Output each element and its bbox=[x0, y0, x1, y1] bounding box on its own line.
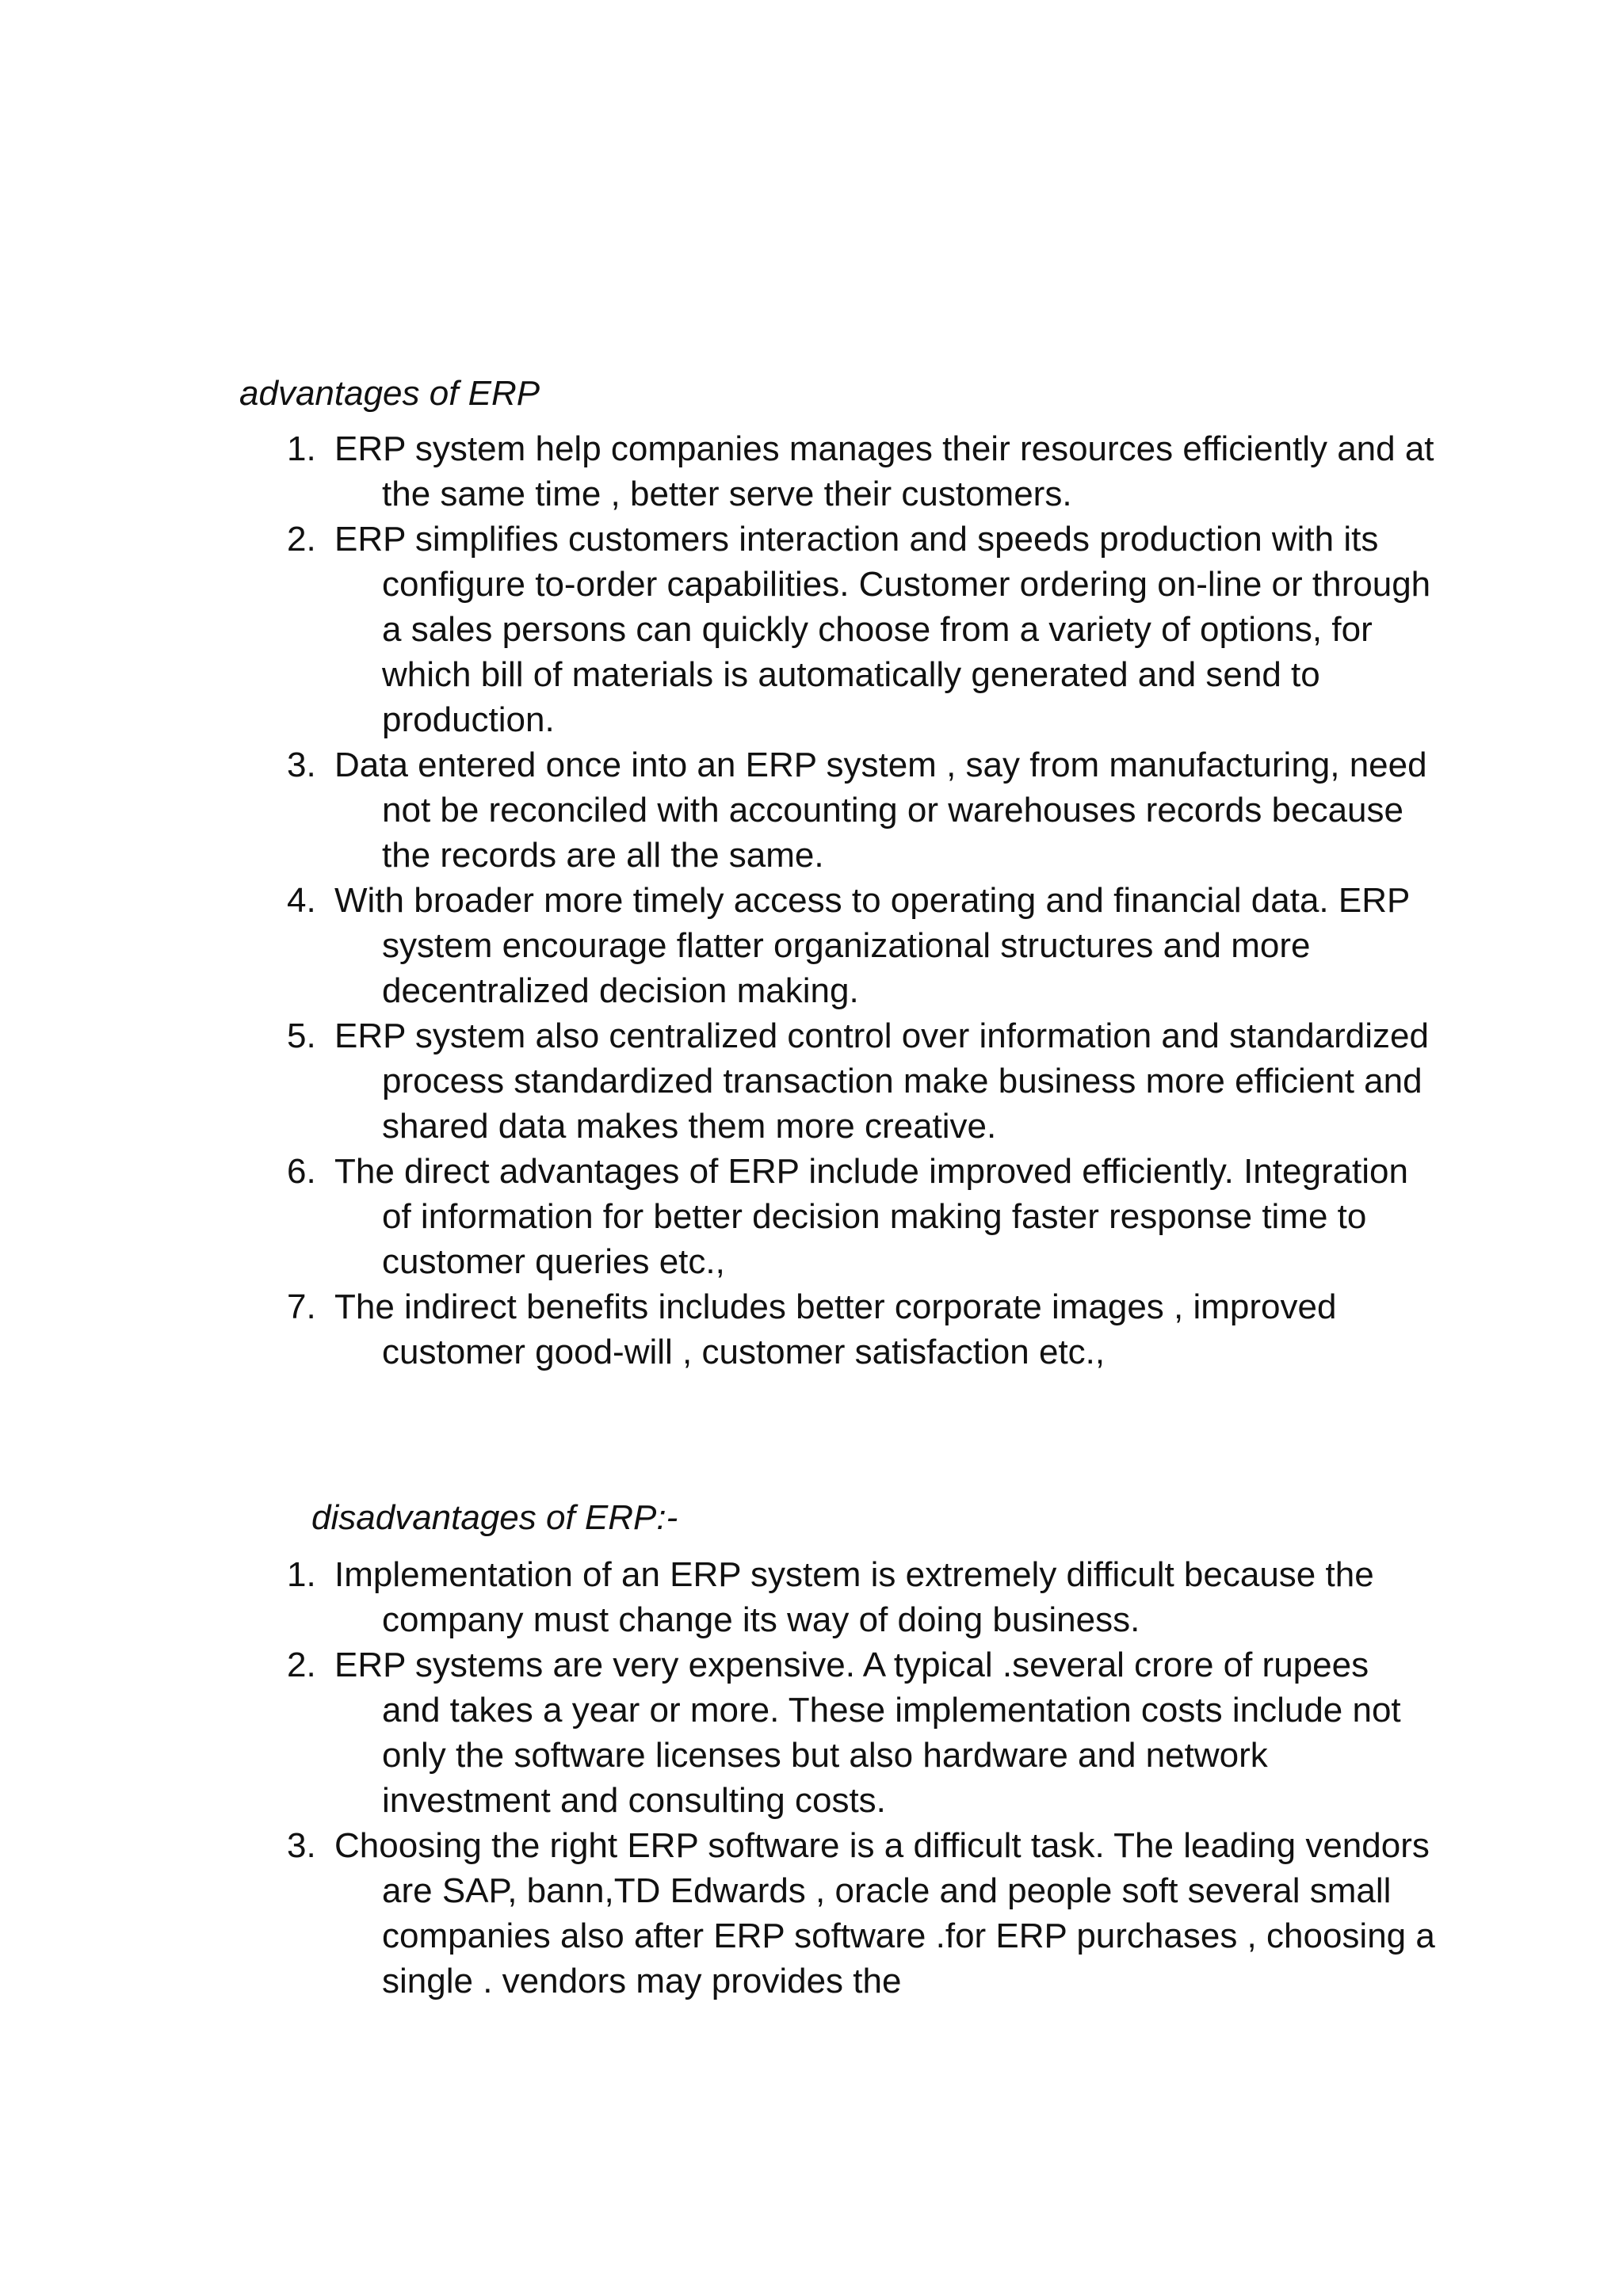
list-item bbox=[287, 426, 1436, 517]
list-item bbox=[287, 517, 1436, 742]
list-item bbox=[287, 1642, 1436, 1823]
list-item bbox=[287, 1823, 1436, 2004]
item-text: Choosing the right ERP software is a difficult task. The leading vendors are SAP, bann,TD Edwards , oracle and people soft several small companies also after ERP software .for ERP purchases , choosing a single . vendors may provides the bbox=[334, 1826, 1435, 2000]
item-number: 4. bbox=[287, 881, 316, 920]
item-text: Implementation of an ERP system is extremely difficult because the company must change its way of doing business. bbox=[334, 1555, 1374, 1639]
item-text: ERP simplifies customers interaction and speeds production with its configure to-order capabilities. Customer ordering on-line or through a sales persons can quickly choose from a variety of options, for which bill of materials is automatically generated and send to production. bbox=[334, 520, 1431, 739]
item-text: ERP system help companies manages their resources efficiently and at the same time , better serve their customers. bbox=[334, 429, 1434, 513]
item-number: 7. bbox=[287, 1287, 316, 1326]
advantages-list bbox=[287, 426, 1436, 1375]
disadvantages-list bbox=[287, 1552, 1436, 2004]
item-number: 2. bbox=[287, 1646, 316, 1684]
list-item bbox=[287, 1013, 1436, 1149]
list-item bbox=[287, 878, 1436, 1013]
disadvantages-heading: disadvantages of ERP:- bbox=[311, 1498, 678, 1537]
item-number: 5. bbox=[287, 1016, 316, 1055]
item-text: Data entered once into an ERP system , say from manufacturing, need not be reconciled with accounting or warehouses records because the records are all the same. bbox=[334, 746, 1427, 875]
list-item bbox=[287, 1284, 1436, 1375]
item-number: 3. bbox=[287, 746, 316, 784]
item-number: 2. bbox=[287, 520, 316, 559]
item-text: With broader more timely access to operating and financial data. ERP system encourage flatter organizational structures and more decentralized decision making. bbox=[334, 881, 1410, 1010]
list-item bbox=[287, 1552, 1436, 1642]
item-text: The direct advantages of ERP include improved efficiently. Integration of information for better decision making faster response time to customer queries etc., bbox=[334, 1152, 1408, 1281]
item-text: ERP systems are very expensive. A typical .several crore of rupees and takes a year or more. These implementation costs include not only the software licenses but also hardware and network investment and consulting costs. bbox=[334, 1646, 1401, 1820]
advantages-heading: advantages of ERP bbox=[239, 374, 540, 413]
item-number: 6. bbox=[287, 1152, 316, 1191]
item-number: 3. bbox=[287, 1826, 316, 1865]
item-number: 1. bbox=[287, 429, 316, 468]
list-item bbox=[287, 1149, 1436, 1284]
item-number: 1. bbox=[287, 1555, 316, 1594]
item-text: The indirect benefits includes better corporate images , improved customer good-will , customer satisfaction etc., bbox=[334, 1287, 1337, 1371]
list-item bbox=[287, 742, 1436, 878]
item-text: ERP system also centralized control over information and standardized process standardized transaction make business more efficient and shared data makes them more creative. bbox=[334, 1016, 1429, 1146]
